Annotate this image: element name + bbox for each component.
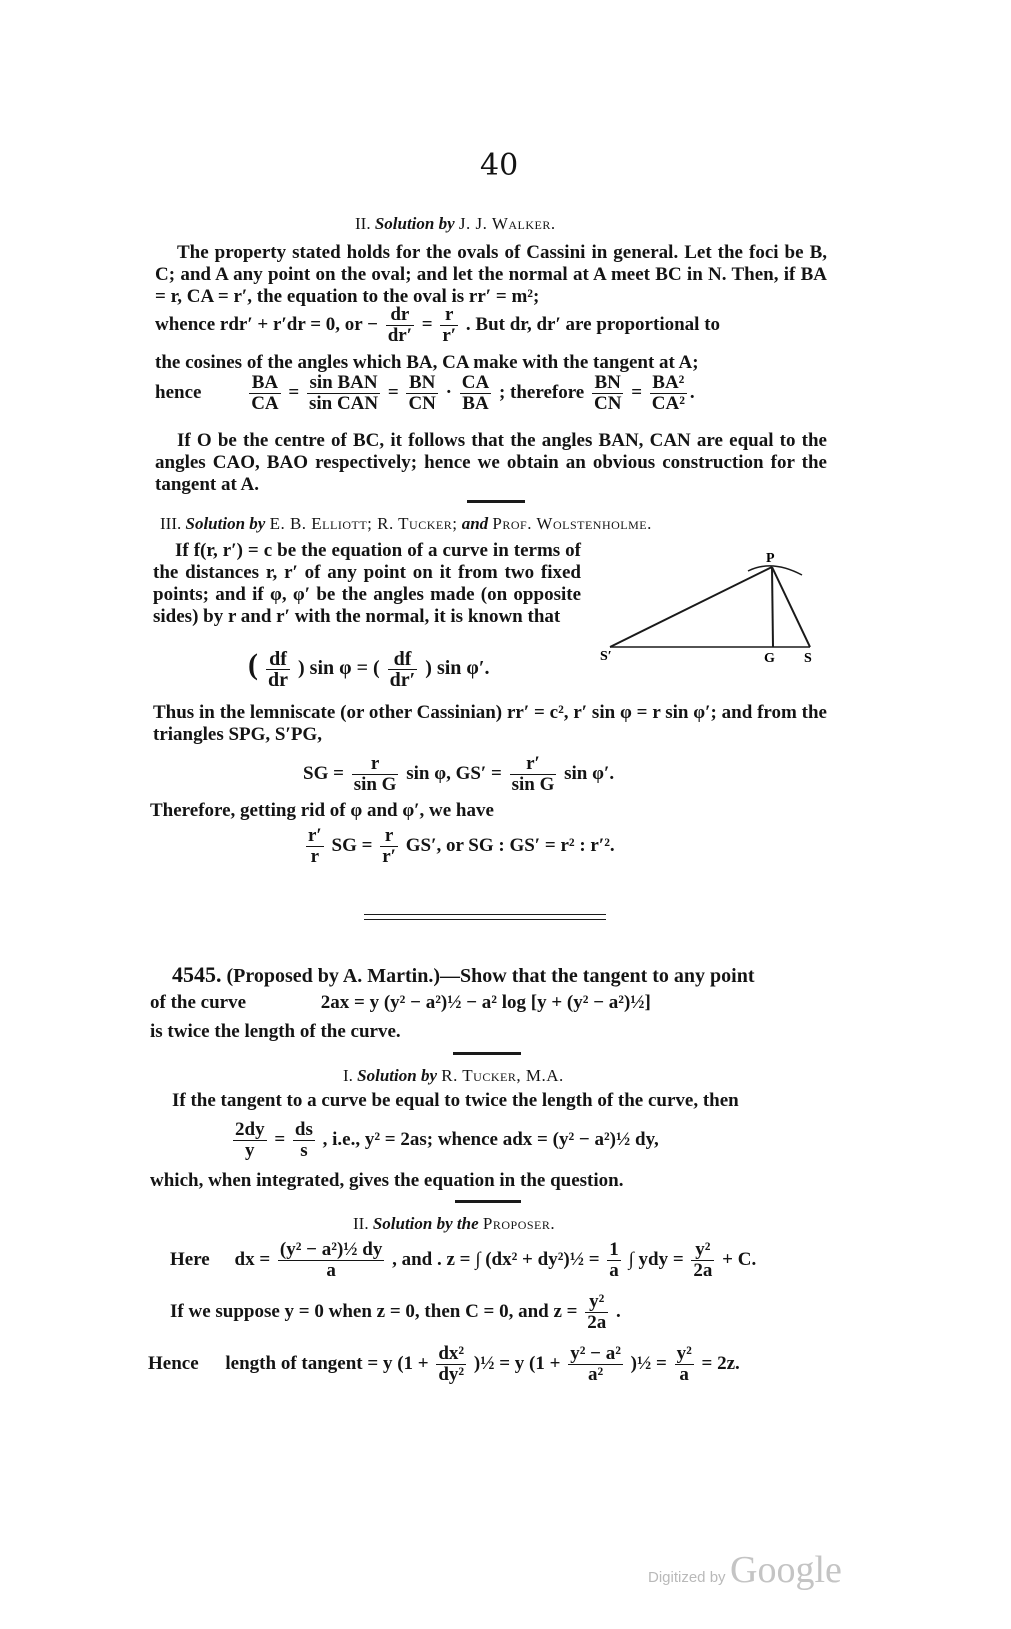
line-SP <box>610 567 772 647</box>
text: ) sin φ = ( <box>298 657 380 679</box>
fraction <box>585 1292 608 1333</box>
denominator: CA² <box>651 393 685 414</box>
numerator: r <box>440 305 458 326</box>
label-S: S <box>804 651 812 665</box>
denominator: sin G <box>511 774 555 795</box>
fraction <box>386 305 414 346</box>
fraction <box>293 1120 315 1161</box>
fraction <box>592 373 623 414</box>
heading-author: R. Tucker, M.A. <box>441 1066 564 1085</box>
numerator: BN <box>406 373 437 394</box>
walker-line-2 <box>155 305 720 346</box>
numerator: dr <box>386 305 414 326</box>
heading-num: II. <box>355 214 371 233</box>
text: )½ = <box>630 1352 667 1374</box>
walker-line-4: hence $\frac{BA}{CA}$ = $\frac{\text{sin BAN}}{\text{sin CAN}}$ = $\frac{BN}{CN}$ · $\frac{CA}{BA}$ ; therefore $\frac{BN}{CN}$ = $\frac{\text{BA²}}{\text{CA²}}$ . <box>155 372 695 414</box>
solution-heading-tucker <box>343 1066 564 1086</box>
numerator: BA <box>249 373 280 394</box>
text: SG = <box>303 762 344 784</box>
question-4545-line-1 <box>172 962 755 988</box>
heading-prof: Prof. Wolstenholme. <box>492 514 652 533</box>
numerator: r <box>352 754 399 775</box>
triangle-figure <box>598 545 826 665</box>
question-number: 4545. <box>172 962 222 987</box>
heading-solution-by: Solution by <box>357 1066 438 1085</box>
text: sin φ′. <box>564 762 615 784</box>
google-logo: Google <box>730 1549 842 1591</box>
section-rule <box>455 1200 521 1203</box>
text: ∫ ydy = <box>628 1248 684 1270</box>
proposer-line-3 <box>148 1344 740 1385</box>
solution-heading-walker <box>355 214 556 234</box>
fraction <box>307 373 380 414</box>
denominator: y <box>245 1140 255 1161</box>
text: SG = <box>331 834 373 856</box>
text: + C. <box>722 1248 757 1270</box>
denominator: r <box>310 846 320 867</box>
denominator: sin G <box>353 774 397 795</box>
fraction <box>233 1120 267 1161</box>
tucker-equation <box>230 1120 659 1161</box>
line-PG <box>772 567 773 647</box>
text: = 2z. <box>701 1352 740 1374</box>
denominator: 2a <box>587 1312 607 1333</box>
fraction <box>380 826 398 867</box>
numerator: y² <box>585 1292 608 1313</box>
fraction <box>306 826 324 867</box>
denominator: a <box>326 1260 336 1281</box>
text: sin φ, GS′ = <box>406 762 502 784</box>
denominator: CA <box>251 393 279 414</box>
fraction <box>691 1240 714 1281</box>
numerator: y² <box>676 1343 692 1364</box>
walker-paragraph-2: If O be the centre of BC, it follows that the angles BAN, CAN are equal to the angles CAO, BAO respectively; hence we obtain an obvious construction for the tangent at A. <box>155 430 827 495</box>
fraction <box>278 1240 384 1281</box>
fraction <box>249 373 280 414</box>
text: ( <box>248 648 258 681</box>
denominator: CN <box>408 393 436 414</box>
numerator: df <box>388 649 418 670</box>
question-4545-line-2 <box>150 992 651 1014</box>
denominator: BA <box>462 393 489 414</box>
text: Here <box>170 1248 210 1270</box>
fraction <box>460 373 491 414</box>
heading-author: J. J. Walker. <box>458 214 556 233</box>
denominator: a² <box>587 1364 604 1385</box>
numerator: dx² <box>438 1343 465 1364</box>
fraction <box>607 1240 621 1281</box>
numerator: r <box>380 826 398 847</box>
denominator: 2a <box>693 1260 713 1281</box>
text: whence rdr′ + r′dr = 0, or − <box>155 313 378 335</box>
denominator: r′ <box>442 325 457 346</box>
text: ) sin φ′. <box>425 657 490 679</box>
page-number: 40 <box>480 148 519 183</box>
numerator: y² <box>691 1240 714 1261</box>
line-PS2 <box>772 567 810 647</box>
numerator: y² − a² <box>570 1343 621 1364</box>
heading-solution-by: Solution by <box>185 514 266 533</box>
numerator: r′ <box>510 754 557 775</box>
fraction <box>266 649 290 690</box>
solution-heading-elliott <box>160 514 652 534</box>
text: , i.e., y² = 2as; whence adx = (y² − a²)½ dy, <box>322 1128 659 1150</box>
fraction <box>440 305 458 346</box>
curve-equation: 2ax = y (y² − a²)½ − a² log [y + (y² − a²)½] <box>320 992 651 1013</box>
text: Hence <box>148 1352 199 1374</box>
denominator: a <box>679 1364 689 1385</box>
text: , and . z = ∫ (dx² + dy²)½ = <box>392 1248 600 1270</box>
equation-derivatives <box>248 648 490 690</box>
text: = <box>421 313 433 335</box>
denominator: r′ <box>382 846 396 867</box>
proposer-line-1 <box>170 1240 756 1281</box>
fraction <box>675 1344 694 1385</box>
digitized-by-text: Digitized by <box>648 1569 726 1586</box>
walker-line-3: the cosines of the angles which BA, CA make with the tangent at A; <box>155 352 699 373</box>
text: GS′, or SG : GS′ = r² : r′². <box>405 834 615 856</box>
tucker-conclusion: which, when integrated, gives the equation in the question. <box>150 1170 624 1191</box>
section-rule <box>453 1052 521 1055</box>
fraction <box>436 1344 466 1385</box>
elliott-paragraph-1: If f(r, r′) = c be the equation of a curve in terms of the distances r, r′ of any point on it from two fixed points; and if φ, φ′ be the angles made (on opposite sides) by r and r′ with the normal, it is known that <box>153 540 581 627</box>
label-P: P <box>766 551 775 566</box>
heading-solution-by: Solution by <box>374 214 455 233</box>
numerator: (y² − a²)½ dy <box>279 1239 383 1260</box>
text: )½ = y (1 + <box>473 1352 561 1374</box>
denominator: s <box>300 1140 308 1161</box>
numerator: 1 <box>609 1239 619 1260</box>
numerator: ds <box>294 1119 313 1140</box>
question-text: (Proposed by A. Martin.)—Show that the tangent to any point <box>226 965 755 987</box>
heading-solution-by: Solution by the <box>372 1214 479 1233</box>
text: = <box>274 1128 286 1150</box>
numerator: r′ <box>308 825 322 846</box>
heading-authors: E. B. Elliott; R. Tucker; <box>269 514 458 533</box>
fraction <box>510 754 557 795</box>
numerator: 2dy <box>235 1119 265 1140</box>
double-rule <box>364 914 606 920</box>
elliott-paragraph-2: Thus in the lemniscate (or other Cassinian) rr′ = c², r′ sin φ = r sin φ′; and from the triangles SPG, S′PG, <box>153 702 827 745</box>
numerator: BN <box>592 373 623 394</box>
heading-num: III. <box>160 514 182 533</box>
heading-num: II. <box>353 1214 369 1233</box>
denominator: sin CAN <box>308 393 379 414</box>
denominator: a <box>609 1260 619 1281</box>
denominator: dr <box>268 668 288 691</box>
text: dx = <box>234 1248 271 1270</box>
text: ; therefore <box>498 381 585 403</box>
tucker-paragraph: If the tangent to a curve be equal to twice the length of the curve, then <box>172 1090 739 1111</box>
equation-ratio <box>303 826 615 867</box>
section-rule <box>467 500 525 503</box>
fraction <box>352 754 399 795</box>
numerator: df <box>266 649 290 670</box>
text: If we suppose y = 0 when z = 0, then C = 0, and z = <box>170 1300 578 1322</box>
solution-heading-proposer <box>353 1214 555 1234</box>
fraction <box>650 373 687 414</box>
text: length of tangent = y (1 + <box>225 1352 429 1374</box>
heading-and: and <box>461 514 489 533</box>
denominator: dr′ <box>387 325 413 346</box>
denominator: dy² <box>438 1364 465 1385</box>
heading-num: I. <box>343 1066 353 1085</box>
label-S-prime: S′ <box>600 649 612 664</box>
numerator: sin BAN <box>307 373 380 394</box>
walker-paragraph-1: The property stated holds for the ovals of Cassini in general. Let the foci be B, C; and A any point on the oval; and let the normal at A meet BC in N. Then, if BA = r, CA = r′, the equation to the oval is rr′ = m²; <box>155 242 827 307</box>
text: hence <box>155 381 202 403</box>
label-G: G <box>764 651 775 665</box>
proposer-line-2 <box>170 1292 621 1333</box>
fraction <box>388 649 418 690</box>
denominator: dr′ <box>389 668 416 691</box>
question-4545-line-3: is twice the length of the curve. <box>150 1021 401 1042</box>
equation-SG <box>303 754 614 795</box>
elliott-paragraph-3: Therefore, getting rid of φ and φ′, we have <box>150 800 494 821</box>
denominator: CN <box>593 393 622 414</box>
text: . But dr, dr′ are proportional to <box>465 313 721 335</box>
numerator: CA <box>461 372 490 393</box>
heading-author: Proposer. <box>482 1214 556 1233</box>
fraction <box>406 373 437 414</box>
numerator: BA² <box>650 373 687 394</box>
text: of the curve <box>150 992 247 1013</box>
text: . <box>616 1300 621 1322</box>
fraction <box>568 1344 623 1385</box>
digitized-watermark <box>648 1548 842 1592</box>
